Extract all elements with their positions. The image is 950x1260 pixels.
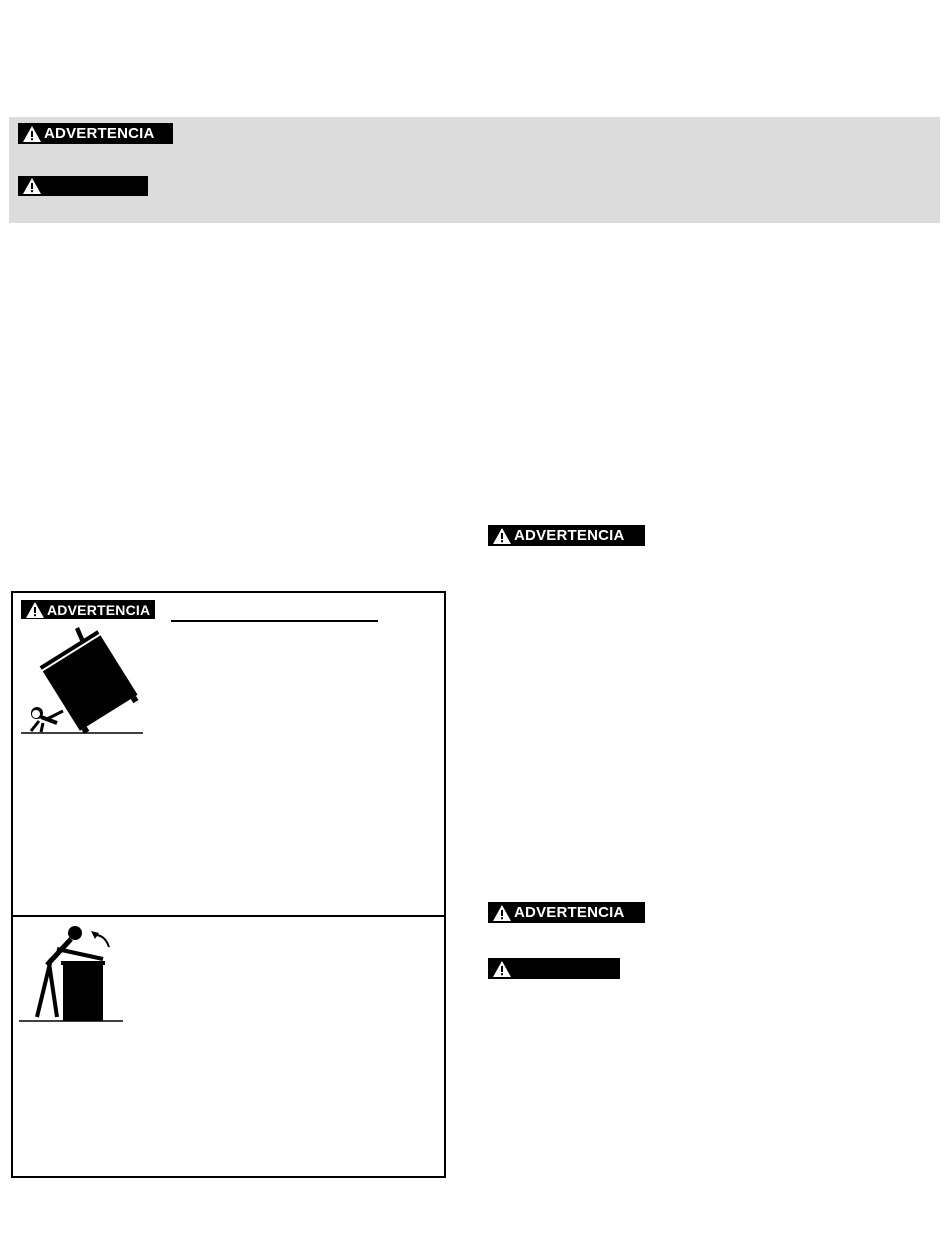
warning-badge-right-1: [488, 525, 645, 546]
box-divider: [13, 915, 444, 917]
alert-triangle-icon: [25, 601, 45, 619]
warning-badge-label: ADVERTENCIA: [47, 601, 151, 618]
warning-badge-tip-over: [21, 600, 155, 619]
tip-over-pictogram-icon: [19, 627, 145, 737]
warning-badge-label: ADVERTENCIA: [514, 527, 625, 544]
alert-triangle-icon: [492, 527, 512, 545]
warning-badge-top: [18, 123, 173, 144]
alert-triangle-icon: [492, 904, 512, 922]
tip-over-warning-box: [11, 591, 446, 1178]
heading-underline: [171, 620, 378, 622]
warning-badge-right-2: [488, 902, 645, 923]
caution-badge-top: [18, 176, 148, 196]
alert-triangle-icon: [22, 177, 42, 195]
alert-triangle-icon: [492, 960, 512, 978]
warning-badge-label: ADVERTENCIA: [514, 904, 625, 921]
caution-badge-right: [488, 958, 620, 979]
warning-badge-label: ADVERTENCIA: [44, 125, 155, 142]
lifting-pictogram-icon: [17, 925, 127, 1025]
alert-triangle-icon: [22, 125, 42, 143]
